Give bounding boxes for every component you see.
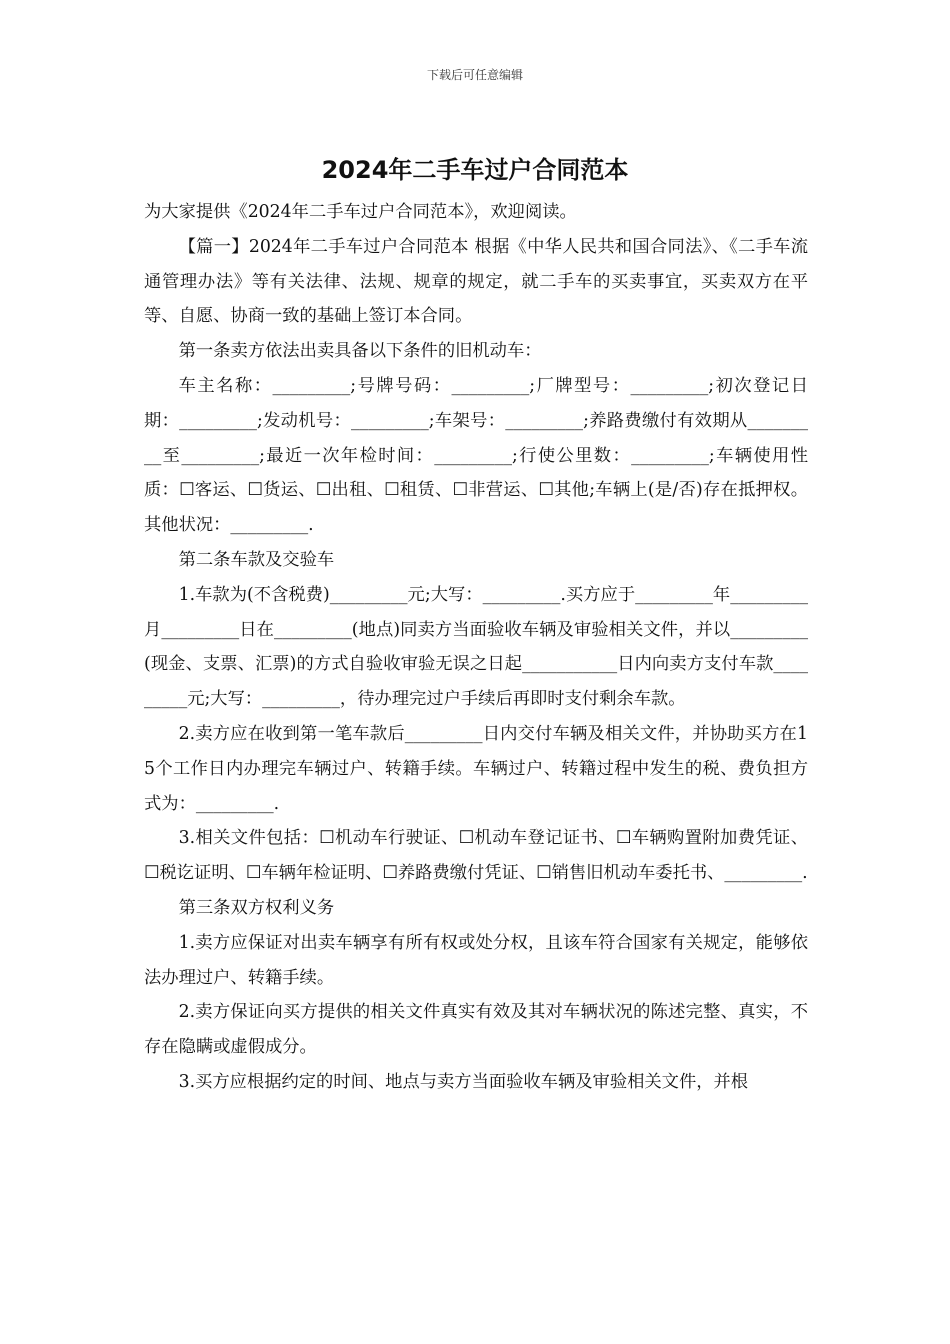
rights-clause-2: 2.卖方保证向买方提供的相关文件真实有效及其对车辆状况的陈述完整、真实，不存在隐瞒或虚假成分。 — [144, 1002, 808, 1058]
documents-clause-3: 3.相关文件包括：☐机动车行驶证、☐机动车登记证书、☐车辆购置附加费凭证、☐税讫证明、☐车辆年检证明、☐养路费缴付凭证、☐销售旧机动车委托书、_________. — [144, 828, 808, 884]
payment-clause-1: 1.车款为(不含税费)_________元;大写：_________.买方应于_________年_________月_________日在_________(地点)同卖方当面验收车辆及审验相关文件，并以_________(现金、支票、汇票)的方式自验收审验无误之日起___________日内向卖方支付车款_________元;大写：_________，待办理完过户手续后再即时支付剩余车款。 — [144, 584, 808, 710]
article-three-heading: 第三条双方权利义务 — [178, 897, 335, 918]
header-note: 下载后可任意编辑 — [426, 68, 523, 82]
delivery-clause-2: 2.卖方应在收到第一笔车款后_________日内交付车辆及相关文件，并协助买方在15个工作日内办理完车辆过户、转籍手续。车辆过户、转籍过程中发生的税、费负担方式为：_________. — [144, 723, 808, 814]
article-one-heading: 第一条卖方依法出卖具备以下条件的旧机动车： — [178, 341, 542, 362]
paragraph-part-one-preamble: 【篇一】2024年二手车过户合同范本 根据《中华人民共和国合同法》、《二手车流通管理办法》等有关法律、法规、规章的规定，就二手车的买卖事宜，买卖双方在平等、自愿、协商一致的基础上签订本合同。 — [144, 236, 808, 327]
intro-paragraph: 为大家提供《2024年二手车过户合同范本》，欢迎阅读。 — [144, 202, 577, 222]
article-two-heading: 第二条车款及交验车 — [178, 549, 335, 570]
vehicle-details-paragraph: 车主名称：_________;号牌号码：_________;厂牌型号：_________;初次登记日期：_________;发动机号：_________;车架号：_________;养路费缴付有效期从_________至_________;最近一次年检时间：_________;行使公里数：_________;车辆使用性质：☐客运、☐货运、☐出租、☐租赁、☐非营运、☐其他;车辆上(是/否)存在抵押权。其他状况：_________. — [144, 375, 808, 536]
document-title: 2024年二手车过户合同范本 — [321, 156, 629, 184]
document-body — [144, 195, 808, 1100]
rights-clause-1: 1.卖方应保证对出卖车辆享有所有权或处分权，且该车符合国家有关规定，能够依法办理过户、转籍手续。 — [144, 932, 808, 988]
rights-clause-3: 3.买方应根据约定的时间、地点与卖方当面验收车辆及审验相关文件，并根 — [178, 1071, 749, 1092]
